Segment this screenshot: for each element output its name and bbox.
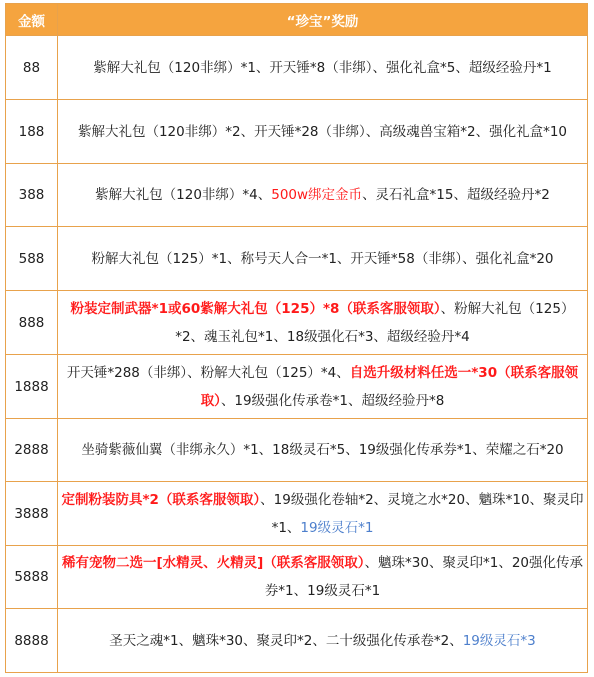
rewards-body <box>6 36 588 673</box>
table-row <box>6 291 588 355</box>
amount-cell: 588 <box>6 227 58 291</box>
reward-segment: 紫解大礼包（120非绑）*4、 <box>95 187 272 203</box>
reward-segment: 定制粉装防具*2（联系客服领取） <box>61 491 261 508</box>
reward-cell <box>58 609 588 673</box>
reward-segment: 500w绑定金币 <box>271 187 363 203</box>
reward-header: “珍宝”奖励 <box>58 4 588 36</box>
reward-segment: 自选升级材料任选一*30（联系客服领取） <box>200 364 579 409</box>
table-row <box>6 100 588 164</box>
reward-cell <box>58 227 588 291</box>
reward-segment: 、魑珠*30、聚灵印*1、20强化传承券*1、19级灵石*1 <box>264 555 584 599</box>
table-row <box>6 164 588 227</box>
reward-segment: 稀有宠物二选一[水精灵、火精灵]（联系客服领取） <box>61 555 365 571</box>
table-row <box>6 609 588 673</box>
table-header-row <box>6 4 588 36</box>
reward-segment: 坐骑紫薇仙翼（非绑永久）*1、18级灵石*5、19级强化传承券*1、荣耀之石*20 <box>81 442 564 458</box>
reward-segment: 圣天之魂*1、魑珠*30、聚灵印*2、二十级强化传承卷*2、 <box>109 632 463 649</box>
rewards-table <box>5 3 588 673</box>
reward-segment: 粉解大礼包（125）*1、称号天人合一*1、开天锤*58（非绑）、强化礼盒*20 <box>91 250 554 267</box>
reward-segment: 紫解大礼包（120非绑）*1、开天锤*8（非绑）、强化礼盒*5、超级经验丹*1 <box>93 59 552 76</box>
reward-cell <box>58 100 588 164</box>
reward-cell <box>58 355 588 419</box>
reward-segment: 开天锤*288（非绑）、粉解大礼包（125）*4、 <box>66 364 350 381</box>
amount-cell: 388 <box>6 164 58 227</box>
reward-cell <box>58 36 588 100</box>
table-row <box>6 419 588 482</box>
reward-cell <box>58 546 588 609</box>
amount-cell: 2888 <box>6 419 58 482</box>
reward-segment: 紫解大礼包（120非绑）*2、开天锤*28（非绑）、高级魂兽宝箱*2、强化礼盒*10 <box>77 123 568 140</box>
reward-segment: 、19级强化卷轴*2、灵境之水*20、魑珠*10、聚灵印*1、 <box>260 491 584 536</box>
amount-cell: 188 <box>6 100 58 164</box>
reward-cell <box>58 291 588 355</box>
reward-cell <box>58 419 588 482</box>
table-row <box>6 546 588 609</box>
reward-segment: 19级灵石*1 <box>300 519 374 536</box>
table-row <box>6 355 588 419</box>
reward-segment: 粉装定制武器*1或60紫解大礼包（125）*8（联系客服领取） <box>70 300 441 317</box>
reward-cell <box>58 164 588 227</box>
reward-segment: 、19级强化传承卷*1、超级经验丹*8 <box>220 392 445 409</box>
amount-cell: 8888 <box>6 609 58 673</box>
amount-cell: 88 <box>6 36 58 100</box>
reward-cell <box>58 482 588 546</box>
reward-segment: 19级灵石*3 <box>462 632 536 649</box>
table-row <box>6 482 588 546</box>
amount-header: 金额 <box>6 4 58 36</box>
amount-cell: 5888 <box>6 546 58 609</box>
table-row <box>6 36 588 100</box>
reward-segment: 、灵石礼盒*15、超级经验丹*2 <box>362 187 550 203</box>
reward-segment: 、粉解大礼包（125）*2、魂玉礼包*1、18级强化石*3、超级经验丹*4 <box>175 300 575 345</box>
amount-cell: 888 <box>6 291 58 355</box>
table-row <box>6 227 588 291</box>
amount-cell: 1888 <box>6 355 58 419</box>
amount-cell: 3888 <box>6 482 58 546</box>
